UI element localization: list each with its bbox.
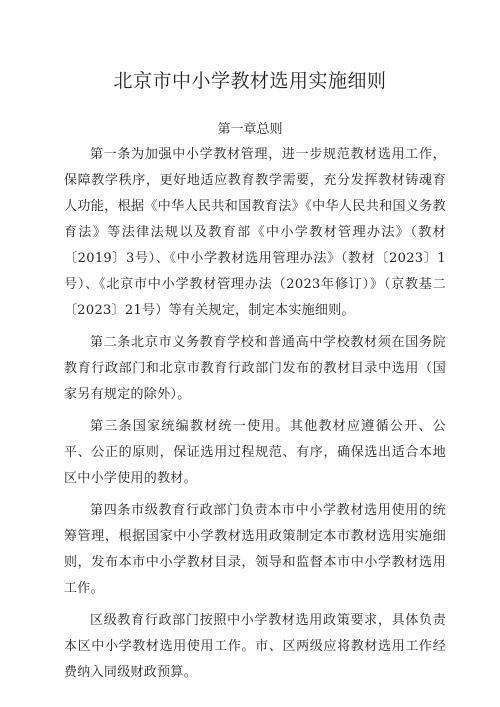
paragraph-article-3: 第三条国家统编教材统一使用。其他教材应遵循公开、公平、公正的原则，保证选用过程规范、有序，确保选出适合本地区中小学使用的教材。 <box>64 419 446 486</box>
document-title: 北京市中小学教材选用实施细则 <box>113 70 387 92</box>
paragraph-article-4-district: 区级教育行政部门按照中小学教材选用政策要求，具体负责本区中小学教材选用使用工作。市、区两级应将教材选用工作经费纳入同级财政预算。 <box>64 613 446 680</box>
paragraph-article-2: 第二条北京市义务教育学校和普通高中学校教材须在国务院教育行政部门和北京市教育行政部门发布的教材目录中选用（国家另有规定的除外）。 <box>64 335 446 402</box>
paragraph-article-4: 第四条市级教育行政部门负责本市中小学教材选用使用的统筹管理，根据国家中小学教材选用政策制定本市教材选用实施细则，发布本市中小学教材目录，领导和监督本市中小学教材选用工作。 <box>64 503 446 596</box>
document-body <box>64 142 446 692</box>
paragraph-article-1: 第一条为加强中小学教材管理，进一步规范教材选用工作，保障教学秩序，更好地适应教育教学需要，充分发挥教材铸魂育人功能，根据《中华人民共和国教育法》《中华人民共和国义务教育法》等法律法规以及教育部《中小学教材管理办法》（教材〔2019〕3号）、《中小学教材选用管理办法》（教材〔2023〕1号）、《北京市中小学教材管理办法（2023年修订）》（京教基二〔2023〕21号）等有关规定，制定本实施细则。 <box>64 147 446 318</box>
chapter-heading: 第一章总则 <box>217 122 283 137</box>
